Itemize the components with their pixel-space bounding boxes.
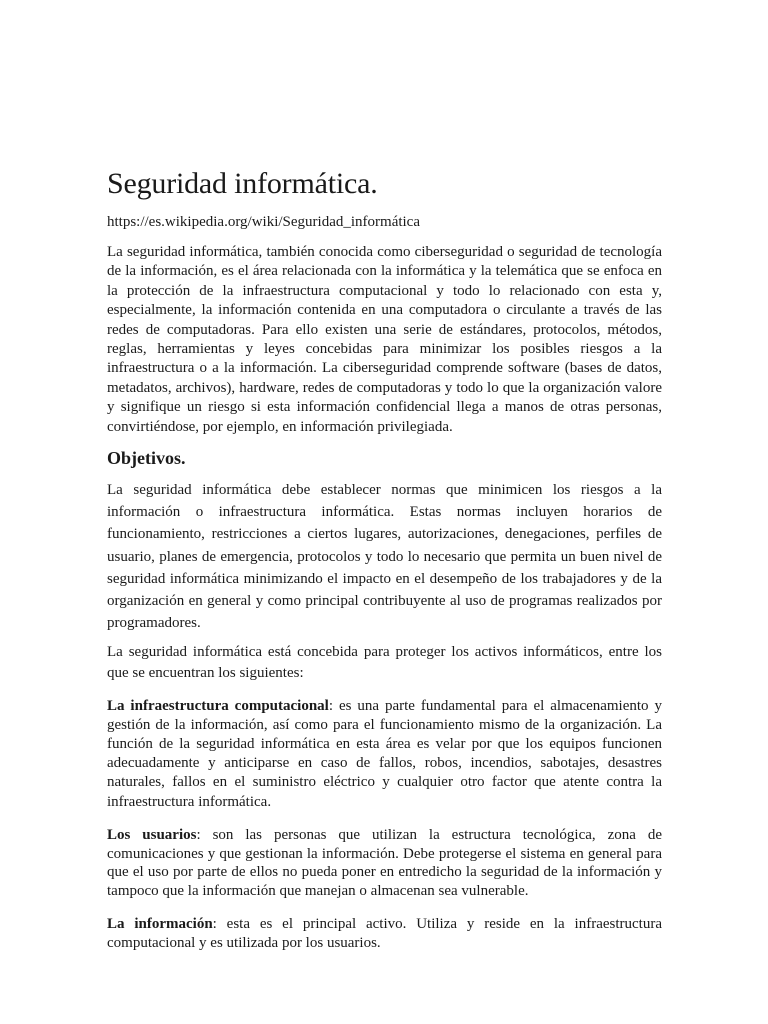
intro-paragraph: La seguridad informática, también conocida como ciberseguridad o seguridad de tecnología de la información, es el área relacionada con la informática y la telemática que se enfoca en la protección de la infraestructura computacional y todo lo relacionado con esta y, especialmente, la información contenida en una computadora o circulante a través de las redes de computadoras. Para ello existen una serie de estándares, protocolos, métodos, reglas, herramientas y leyes concebidas para minimizar los posibles riesgos a la infraestructura o a la información. La ciberseguridad comprende software (bases de datos, metadatos, archivos), hardware, redes de computadoras y todo lo que la organización valore y signifique un riesgo si esta información confidencial llega a manos de otras personas, convirtiéndose, por ejemplo, en información privilegiada. [107, 244, 662, 435]
infraestructura-text: : es una parte fundamental para el almacenamiento y gestión de la información, así como para el funcionamiento mismo de la organización. La función de la seguridad informática en esta área es velar por que los equipos funcionen adecuadamente y anticiparse en caso de fallos, robos, incendios, sabotajes, desastres naturales, fallos en el suministro eléctrico y cualquier otro factor que atente contra la infraestructura informática. [107, 697, 662, 810]
activos-paragraph: La seguridad informática está concebida para proteger los activos informáticos, entre los que se encuentran los siguientes: [107, 644, 662, 682]
usuarios-term: Los usuarios [107, 826, 197, 843]
informacion-term: La información [107, 916, 213, 933]
informacion-text: : esta es el principal activo. Utiliza y reside en la infraestructura computacional y es utilizada por los usuarios. [107, 916, 662, 952]
informacion-paragraph [107, 915, 662, 953]
document-page [107, 166, 662, 953]
source-url: https://es.wikipedia.org/wiki/Seguridad_informática [107, 214, 421, 230]
objetivos-paragraph: La seguridad informática debe establecer normas que minimicen los riesgos a la información o infraestructura informática. Estas normas incluyen horarios de funcionamiento, restricciones a ciertos lugares, autorizaciones, denegaciones, perfiles de usuario, planes de emergencia, protocolos y todo lo necesario que permita un buen nivel de seguridad informática minimizando el impacto en el desempeño de los trabajadores y de la organización en general y como principal contribuyente al uso de programas realizados por programadores. [107, 482, 662, 632]
objetivos-heading: Objetivos. [107, 448, 186, 469]
document-title: Seguridad informática. [107, 167, 378, 200]
infraestructura-term: La infraestructura computacional [107, 697, 329, 714]
usuarios-paragraph [107, 826, 662, 901]
infraestructura-paragraph [107, 697, 662, 812]
usuarios-text: : son las personas que utilizan la estructura tecnológica, zona de comunicaciones y que gestionan la información. Debe protegerse el sistema en general para que el uso por parte de ellos no pueda poner en entredicho la seguridad de la información y tampoco que la información que manejan o almacenan sea vulnerable. [107, 826, 662, 900]
